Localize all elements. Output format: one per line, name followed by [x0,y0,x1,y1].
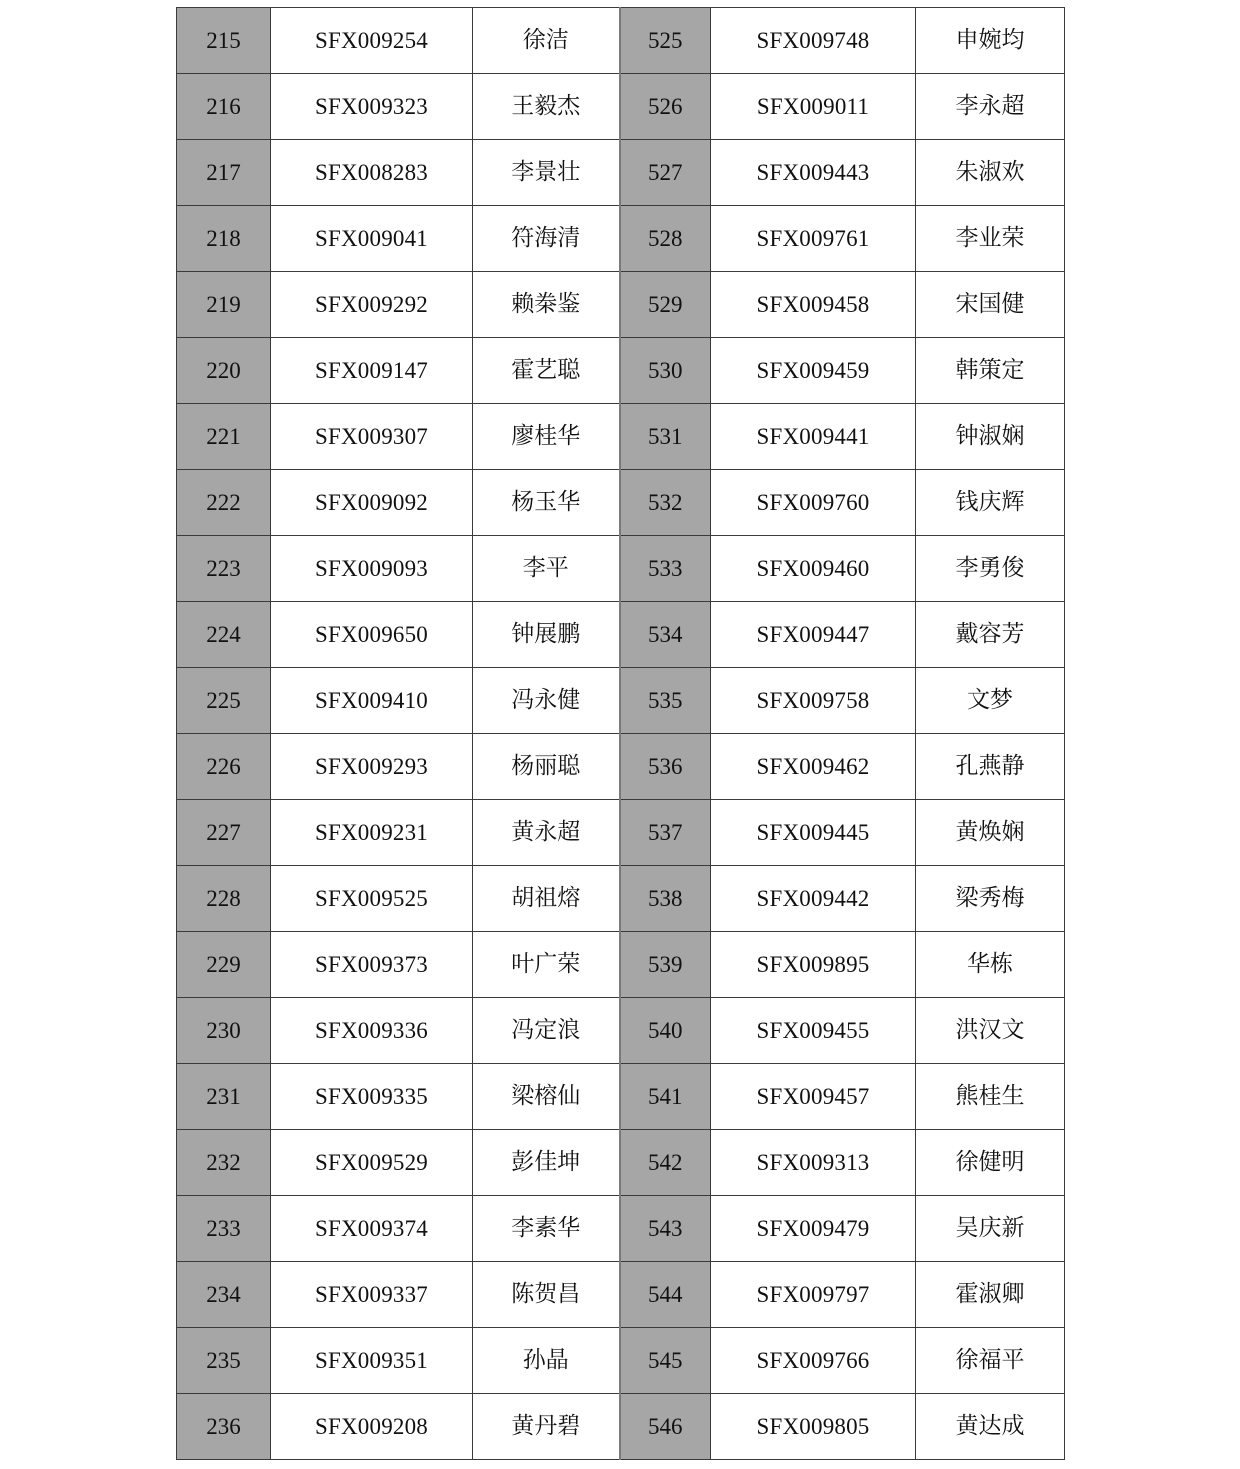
employee-code-cell: SFX009147 [271,338,473,404]
employee-code-cell: SFX009459 [711,338,916,404]
row-number-cell: 231 [177,1064,271,1130]
table-row [177,1394,1065,1460]
employee-code-cell: SFX009447 [711,602,916,668]
employee-name-cell: 胡祖熔 [473,866,620,932]
employee-name-cell: 戴容芳 [916,602,1065,668]
employee-code-cell: SFX009748 [711,8,916,74]
table-row [177,536,1065,602]
table-row [177,272,1065,338]
employee-code-cell: SFX009797 [711,1262,916,1328]
row-number-cell: 226 [177,734,271,800]
employee-code-cell: SFX009292 [271,272,473,338]
table-row [177,668,1065,734]
row-number-cell: 234 [177,1262,271,1328]
employee-name-cell: 韩策定 [916,338,1065,404]
row-number-cell: 544 [620,1262,711,1328]
employee-code-cell: SFX009529 [271,1130,473,1196]
employee-name-cell: 王毅杰 [473,74,620,140]
employee-name-cell: 李平 [473,536,620,602]
employee-name-cell: 冯定浪 [473,998,620,1064]
row-number-cell: 537 [620,800,711,866]
row-number-cell: 215 [177,8,271,74]
row-number-cell: 220 [177,338,271,404]
employee-code-cell: SFX009373 [271,932,473,998]
employee-name-cell: 熊桂生 [916,1064,1065,1130]
employee-code-cell: SFX009445 [711,800,916,866]
employee-code-cell: SFX009323 [271,74,473,140]
table-row [177,1196,1065,1262]
row-number-cell: 533 [620,536,711,602]
employee-code-cell: SFX009374 [271,1196,473,1262]
employee-name-cell: 李景壮 [473,140,620,206]
employee-code-cell: SFX009758 [711,668,916,734]
employee-name-cell: 钟展鹏 [473,602,620,668]
employee-name-cell: 李勇俊 [916,536,1065,602]
row-number-cell: 542 [620,1130,711,1196]
row-number-cell: 530 [620,338,711,404]
employee-name-cell: 李永超 [916,74,1065,140]
employee-name-cell: 黄焕娴 [916,800,1065,866]
employee-code-cell: SFX009336 [271,998,473,1064]
employee-code-cell: SFX009460 [711,536,916,602]
employee-code-cell: SFX009761 [711,206,916,272]
employee-code-cell: SFX009254 [271,8,473,74]
table-row [177,8,1065,74]
row-number-cell: 539 [620,932,711,998]
row-number-cell: 230 [177,998,271,1064]
table-row [177,734,1065,800]
table-row [177,404,1065,470]
employee-name-cell: 洪汉文 [916,998,1065,1064]
employee-code-cell: SFX009650 [271,602,473,668]
employee-name-cell: 杨丽聪 [473,734,620,800]
row-number-cell: 526 [620,74,711,140]
employee-code-cell: SFX009011 [711,74,916,140]
employee-code-cell: SFX009293 [271,734,473,800]
employee-code-cell: SFX009093 [271,536,473,602]
employee-name-cell: 黄达成 [916,1394,1065,1460]
employee-code-cell: SFX009525 [271,866,473,932]
employee-name-cell: 徐福平 [916,1328,1065,1394]
employee-name-cell: 陈贺昌 [473,1262,620,1328]
employee-name-cell: 叶广荣 [473,932,620,998]
row-number-cell: 236 [177,1394,271,1460]
table-row [177,74,1065,140]
employee-name-cell: 梁秀梅 [916,866,1065,932]
employee-name-cell: 霍淑卿 [916,1262,1065,1328]
table-row [177,140,1065,206]
employee-code-cell: SFX009805 [711,1394,916,1460]
row-number-cell: 228 [177,866,271,932]
row-number-cell: 222 [177,470,271,536]
employee-code-cell: SFX009462 [711,734,916,800]
table-row [177,1064,1065,1130]
employee-name-cell: 梁榕仙 [473,1064,620,1130]
employee-name-cell: 廖桂华 [473,404,620,470]
employee-code-cell: SFX009337 [271,1262,473,1328]
row-number-cell: 543 [620,1196,711,1262]
employee-code-cell: SFX009313 [711,1130,916,1196]
employee-name-cell: 黄丹碧 [473,1394,620,1460]
employee-code-cell: SFX009458 [711,272,916,338]
employee-name-cell: 徐洁 [473,8,620,74]
employee-name-cell: 朱淑欢 [916,140,1065,206]
employee-code-cell: SFX009766 [711,1328,916,1394]
row-number-cell: 541 [620,1064,711,1130]
table-row [177,206,1065,272]
employee-code-cell: SFX009410 [271,668,473,734]
row-number-cell: 534 [620,602,711,668]
row-number-cell: 527 [620,140,711,206]
employee-name-cell: 申婉均 [916,8,1065,74]
employee-code-cell: SFX009443 [711,140,916,206]
employee-code-cell: SFX009455 [711,998,916,1064]
roster-table-body [177,8,1065,1460]
employee-code-cell: SFX009335 [271,1064,473,1130]
employee-name-cell: 徐健明 [916,1130,1065,1196]
table-row [177,998,1065,1064]
row-number-cell: 223 [177,536,271,602]
row-number-cell: 224 [177,602,271,668]
row-number-cell: 536 [620,734,711,800]
row-number-cell: 232 [177,1130,271,1196]
row-number-cell: 217 [177,140,271,206]
employee-code-cell: SFX009351 [271,1328,473,1394]
employee-code-cell: SFX009442 [711,866,916,932]
roster-sheet [176,7,1064,1460]
row-number-cell: 219 [177,272,271,338]
employee-name-cell: 孔燕静 [916,734,1065,800]
row-number-cell: 540 [620,998,711,1064]
row-number-cell: 225 [177,668,271,734]
row-number-cell: 233 [177,1196,271,1262]
row-number-cell: 229 [177,932,271,998]
employee-name-cell: 符海清 [473,206,620,272]
row-number-cell: 525 [620,8,711,74]
employee-name-cell: 钟淑娴 [916,404,1065,470]
employee-name-cell: 钱庆辉 [916,470,1065,536]
table-row [177,866,1065,932]
table-row [177,800,1065,866]
row-number-cell: 535 [620,668,711,734]
row-number-cell: 529 [620,272,711,338]
employee-name-cell: 黄永超 [473,800,620,866]
row-number-cell: 531 [620,404,711,470]
employee-name-cell: 赖桊鉴 [473,272,620,338]
row-number-cell: 218 [177,206,271,272]
employee-code-cell: SFX009307 [271,404,473,470]
employee-name-cell: 霍艺聪 [473,338,620,404]
employee-code-cell: SFX009895 [711,932,916,998]
row-number-cell: 216 [177,74,271,140]
row-number-cell: 545 [620,1328,711,1394]
table-row [177,602,1065,668]
employee-name-cell: 孙晶 [473,1328,620,1394]
employee-code-cell: SFX009092 [271,470,473,536]
employee-code-cell: SFX009760 [711,470,916,536]
roster-table [176,7,1065,1460]
employee-code-cell: SFX009479 [711,1196,916,1262]
employee-name-cell: 李业荣 [916,206,1065,272]
employee-name-cell: 吴庆新 [916,1196,1065,1262]
row-number-cell: 235 [177,1328,271,1394]
row-number-cell: 221 [177,404,271,470]
employee-name-cell: 杨玉华 [473,470,620,536]
table-row [177,1130,1065,1196]
employee-code-cell: SFX009441 [711,404,916,470]
employee-name-cell: 李素华 [473,1196,620,1262]
table-row [177,932,1065,998]
employee-name-cell: 宋国健 [916,272,1065,338]
row-number-cell: 538 [620,866,711,932]
employee-code-cell: SFX009208 [271,1394,473,1460]
table-row [177,1262,1065,1328]
row-number-cell: 528 [620,206,711,272]
row-number-cell: 227 [177,800,271,866]
employee-code-cell: SFX009457 [711,1064,916,1130]
employee-name-cell: 彭佳坤 [473,1130,620,1196]
employee-code-cell: SFX009041 [271,206,473,272]
employee-name-cell: 冯永健 [473,668,620,734]
employee-name-cell: 华栋 [916,932,1065,998]
employee-code-cell: SFX008283 [271,140,473,206]
employee-code-cell: SFX009231 [271,800,473,866]
employee-name-cell: 文梦 [916,668,1065,734]
row-number-cell: 546 [620,1394,711,1460]
table-row [177,1328,1065,1394]
table-row [177,470,1065,536]
table-row [177,338,1065,404]
row-number-cell: 532 [620,470,711,536]
